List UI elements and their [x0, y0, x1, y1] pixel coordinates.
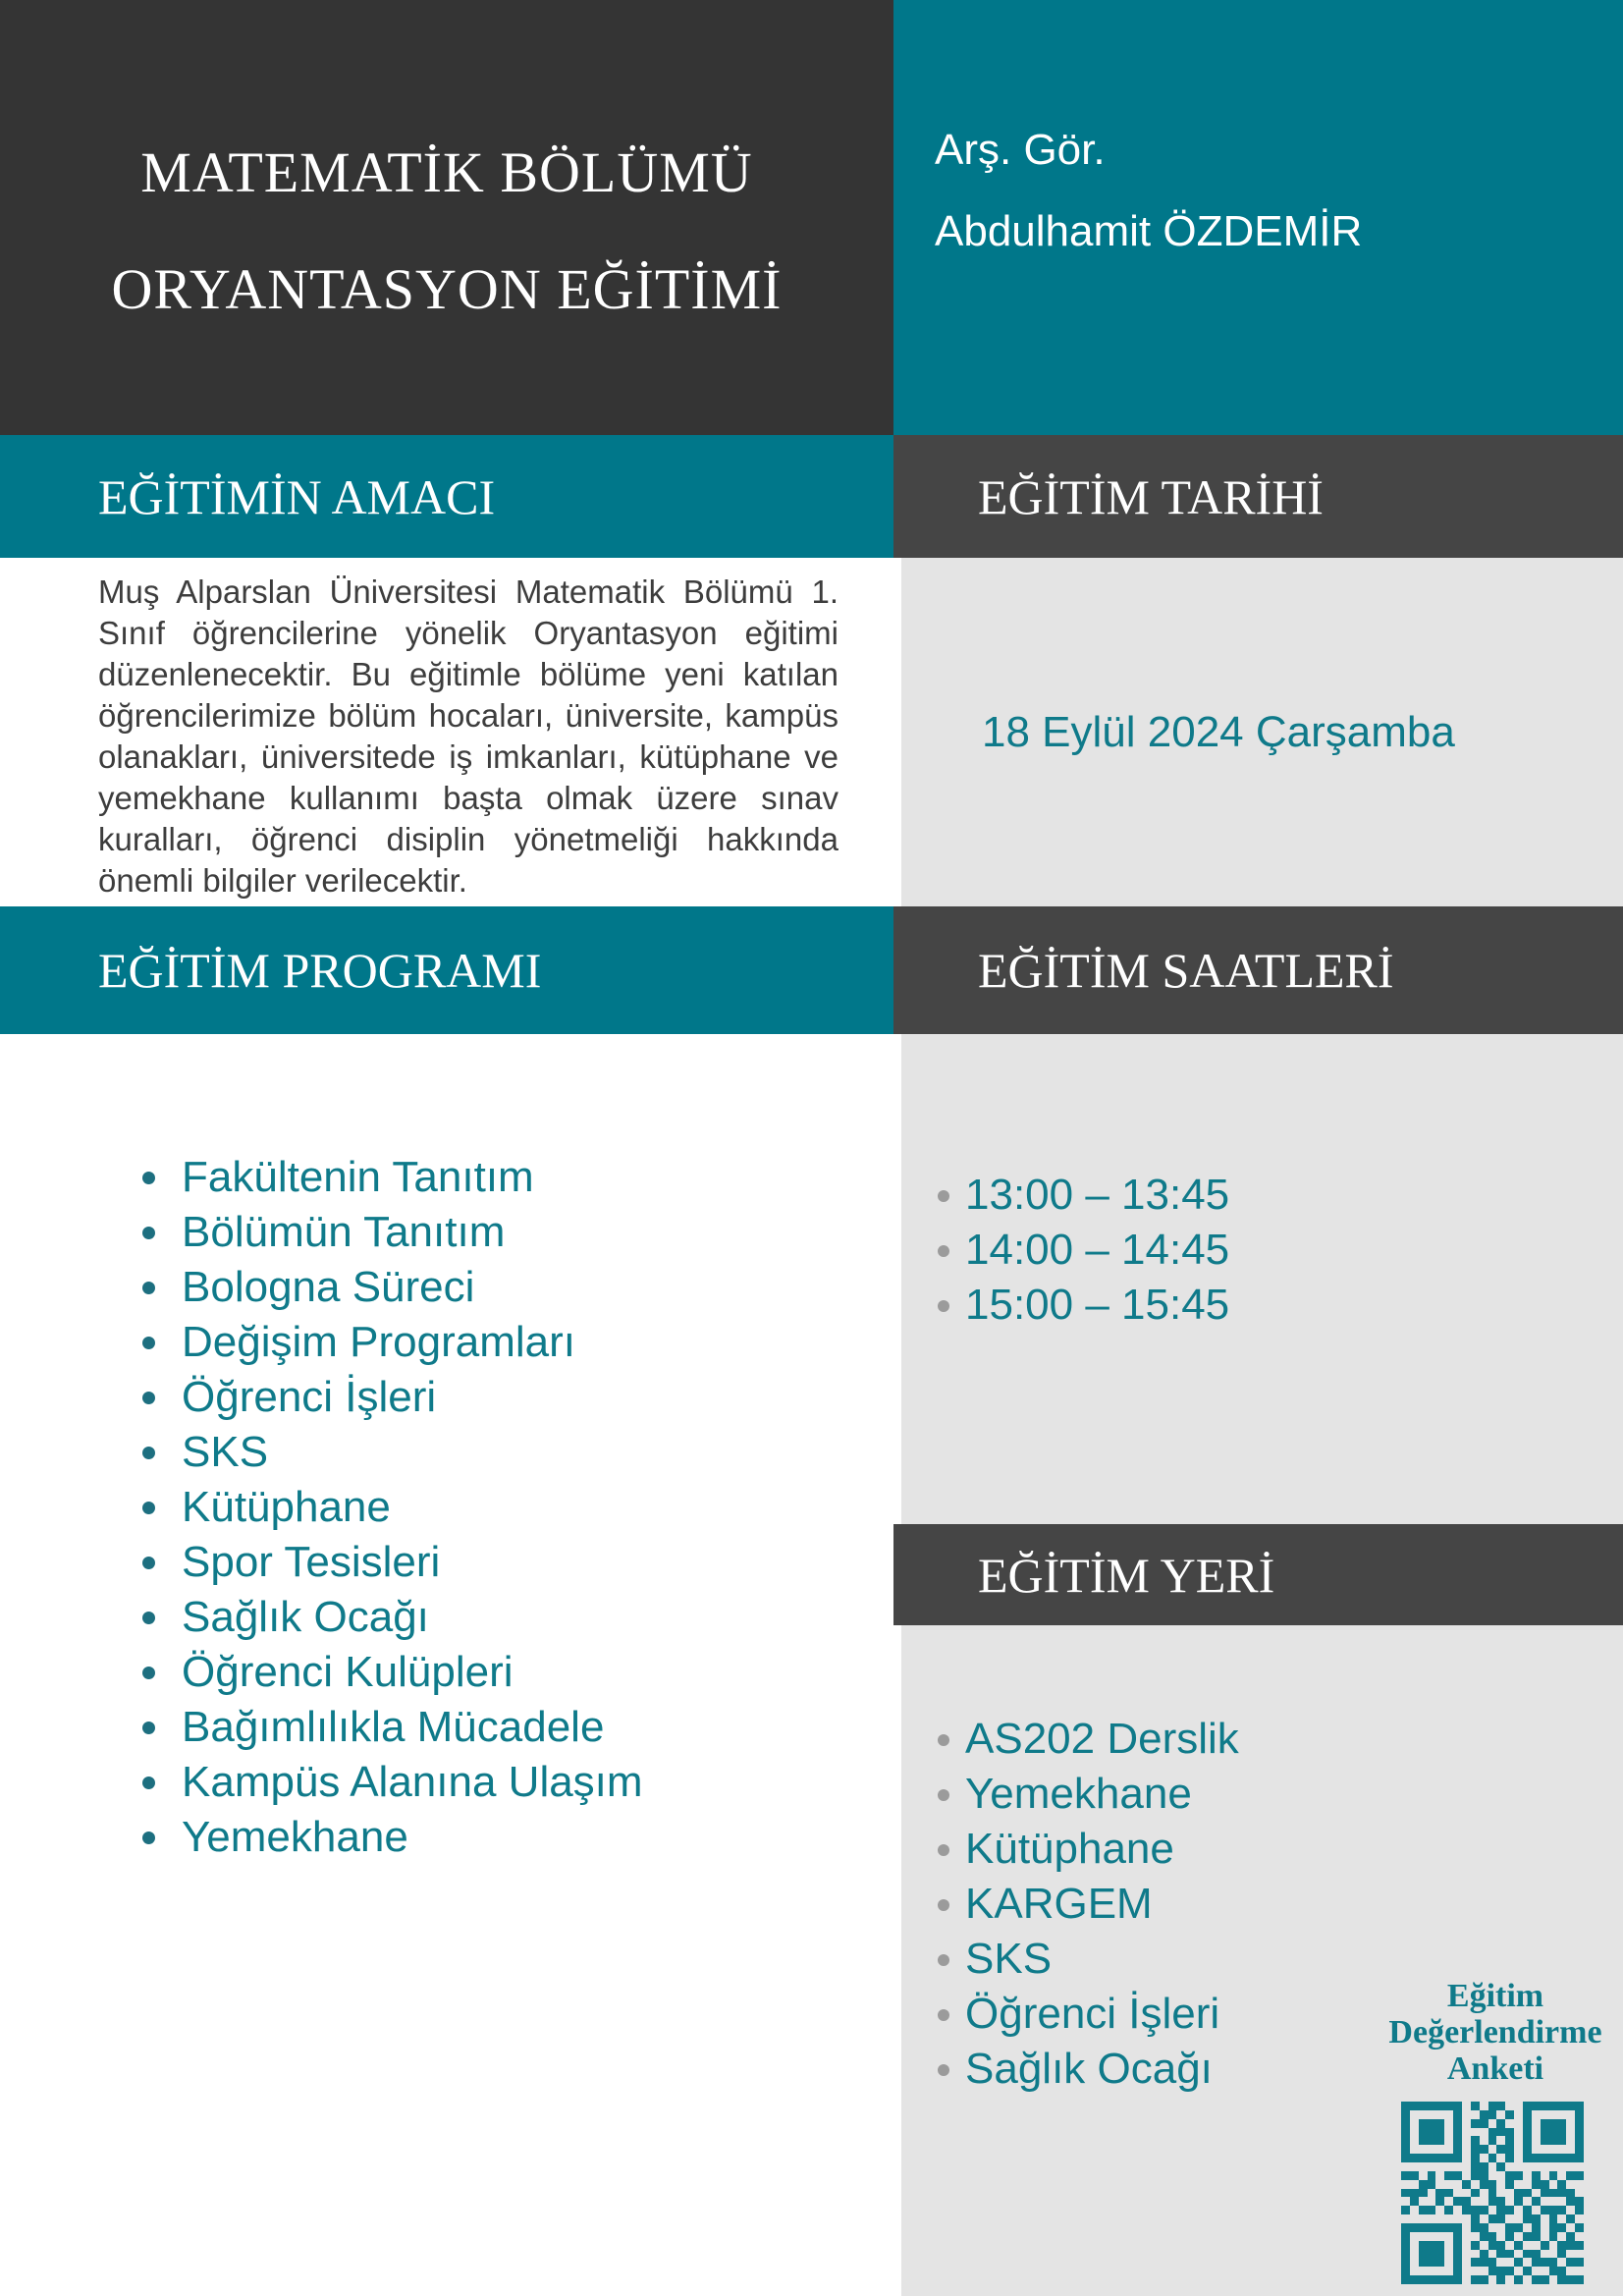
program-list-item: Kütüphane [182, 1480, 893, 1535]
panel-saatleri-body [901, 1034, 1623, 1524]
survey-label-line-3: Anketi [1446, 2050, 1544, 2087]
hours-list-item: 14:00 – 14:45 [965, 1223, 1623, 1278]
panel-tarihi-body [901, 558, 1623, 906]
program-list-item: Bologna Süreci [182, 1260, 893, 1315]
program-list-item: Yemekhane [182, 1810, 893, 1865]
instructor-name: Abdulhamit ÖZDEMİR [935, 207, 1363, 255]
location-list-item: Yemekhane [965, 1767, 1623, 1822]
program-list-item: Bölümün Tanıtım [182, 1205, 893, 1260]
program-list-item: Sağlık Ocağı [182, 1590, 893, 1645]
hours-list-item: 15:00 – 15:45 [965, 1278, 1623, 1333]
location-list-item: SKS [965, 1932, 1623, 1987]
location-list-item: KARGEM [965, 1877, 1623, 1932]
program-list-item: Fakültenin Tanıtım [182, 1150, 893, 1205]
poster-title-line-1: MATEMATİK BÖLÜMÜ [140, 139, 753, 204]
section-header-saatleri [893, 906, 1623, 1034]
survey-label [1373, 1978, 1618, 2087]
program-list [0, 1150, 893, 1865]
location-list-item: Sağlık Ocağı [965, 2042, 1623, 2097]
location-list-item: Öğrenci İşleri [965, 1987, 1623, 2042]
program-list-item: SKS [182, 1425, 893, 1480]
section-header-tarihi-label: EĞİTİM TARİHİ [978, 468, 1324, 524]
program-list-item: Spor Tesisleri [182, 1535, 893, 1590]
section-header-tarihi [893, 435, 1623, 558]
section-header-programi-label: EĞİTİM PROGRAMI [98, 943, 542, 998]
program-list-item: Bağımlılıkla Mücadele [182, 1700, 893, 1755]
section-header-yeri [893, 1524, 1623, 1625]
section-header-yeri-label: EĞİTİM YERİ [978, 1547, 1275, 1603]
training-date: 18 Eylül 2024 Çarşamba [982, 707, 1455, 756]
hours-list [901, 1168, 1623, 1333]
location-list-item: Kütüphane [965, 1822, 1623, 1877]
title-box [0, 0, 893, 435]
poster-title-line-2: ORYANTASYON EĞİTİMİ [111, 256, 783, 321]
panel-programi-body [0, 1034, 893, 2296]
program-list-item: Öğrenci Kulüpleri [182, 1645, 893, 1700]
section-header-amaci-label: EĞİTİMİN AMACI [98, 468, 496, 524]
instructor-box [893, 0, 1623, 435]
hours-list-item: 13:00 – 13:45 [965, 1168, 1623, 1223]
section-header-amaci [0, 435, 893, 558]
program-list-item: Öğrenci İşleri [182, 1370, 893, 1425]
section-header-saatleri-label: EĞİTİM SAATLERİ [978, 943, 1394, 998]
section-header-programi [0, 906, 893, 1034]
survey-label-line-2: Değerlendirme [1388, 2014, 1602, 2050]
purpose-paragraph: Muş Alparslan Üniversitesi Matematik Bölümü 1. Sınıf öğrencilerine yönelik Oryantasyon eğitimi düzenlenecektir. Bu eğitimle bölüme yeni katılan öğrencilerimize bölüm hocaları, üniversite, kampüs olanakları, üniversitede iş imkanları, kütüphane ve yemekhane kullanımı başta olmak üzere sınav kuralları, öğrenci disiplin yönetmeliği hakkında önemli bilgiler verilecektir. [98, 574, 839, 899]
survey-label-line-1: Eğitim [1446, 1978, 1544, 2014]
program-list-item: Değişim Programları [182, 1315, 893, 1370]
panel-amaci-body [0, 558, 893, 906]
qr-code-icon [1401, 2102, 1584, 2284]
instructor-title: Arş. Gör. [935, 126, 1106, 174]
location-list-item: AS202 Derslik [965, 1712, 1623, 1767]
program-list-item: Kampüs Alanına Ulaşım [182, 1755, 893, 1810]
